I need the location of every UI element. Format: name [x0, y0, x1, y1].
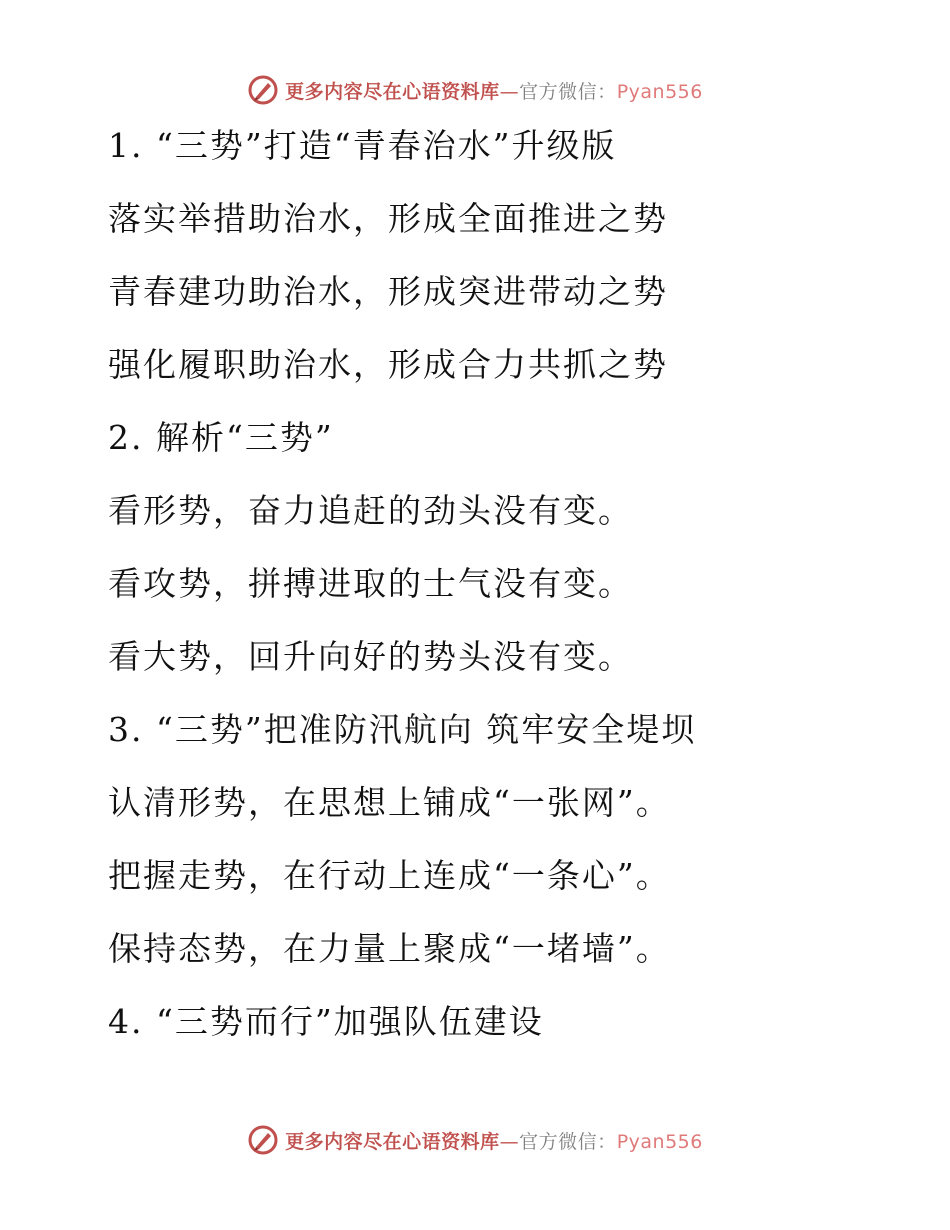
footer-watermark [0, 1120, 950, 1160]
watermark-text [285, 1127, 703, 1154]
watermark-group [247, 74, 703, 106]
watermark-group [247, 1124, 703, 1156]
text-line: 青春建功助治水，形成突进带动之势 [108, 272, 668, 311]
watermark-label: 官方微信： [519, 80, 617, 103]
text-line: 看攻势，拼搏进取的士气没有变。 [108, 564, 633, 603]
heading-1: 1. “三势”打造“青春治水”升级版 [108, 126, 617, 165]
watermark-id: Pyan556 [616, 1130, 703, 1153]
watermark-text [285, 77, 703, 104]
text-line: 落实举措助治水，形成全面推进之势 [108, 199, 668, 238]
watermark-main: 更多内容尽在心语资料库 [285, 1130, 500, 1153]
watermark-main: 更多内容尽在心语资料库 [285, 80, 500, 103]
watermark-label: 官方微信： [519, 1130, 617, 1153]
heading-3: 3. “三势”把准防汛航向 筑牢安全堤坝 [108, 710, 697, 749]
heading-2: 2. 解析“三势” [108, 418, 334, 457]
heading-4: 4. “三势而行”加强队伍建设 [108, 1002, 544, 1041]
document-body [108, 118, 908, 1067]
text-line: 强化履职助治水，形成合力共抓之势 [108, 345, 668, 384]
text-line: 保持态势，在力量上聚成“一堵墙”。 [108, 929, 671, 968]
watermark-dash: — [499, 1130, 520, 1153]
text-line: 看形势，奋力追赶的劲头没有变。 [108, 491, 633, 530]
header-watermark [0, 70, 950, 110]
watermark-dash: — [499, 80, 520, 103]
pen-logo-icon [247, 74, 279, 106]
text-line: 看大势，回升向好的势头没有变。 [108, 637, 633, 676]
watermark-id: Pyan556 [616, 80, 703, 103]
pen-logo-icon [247, 1124, 279, 1156]
text-line: 把握走势，在行动上连成“一条心”。 [108, 856, 671, 895]
text-line: 认清形势，在思想上铺成“一张网”。 [108, 783, 671, 822]
